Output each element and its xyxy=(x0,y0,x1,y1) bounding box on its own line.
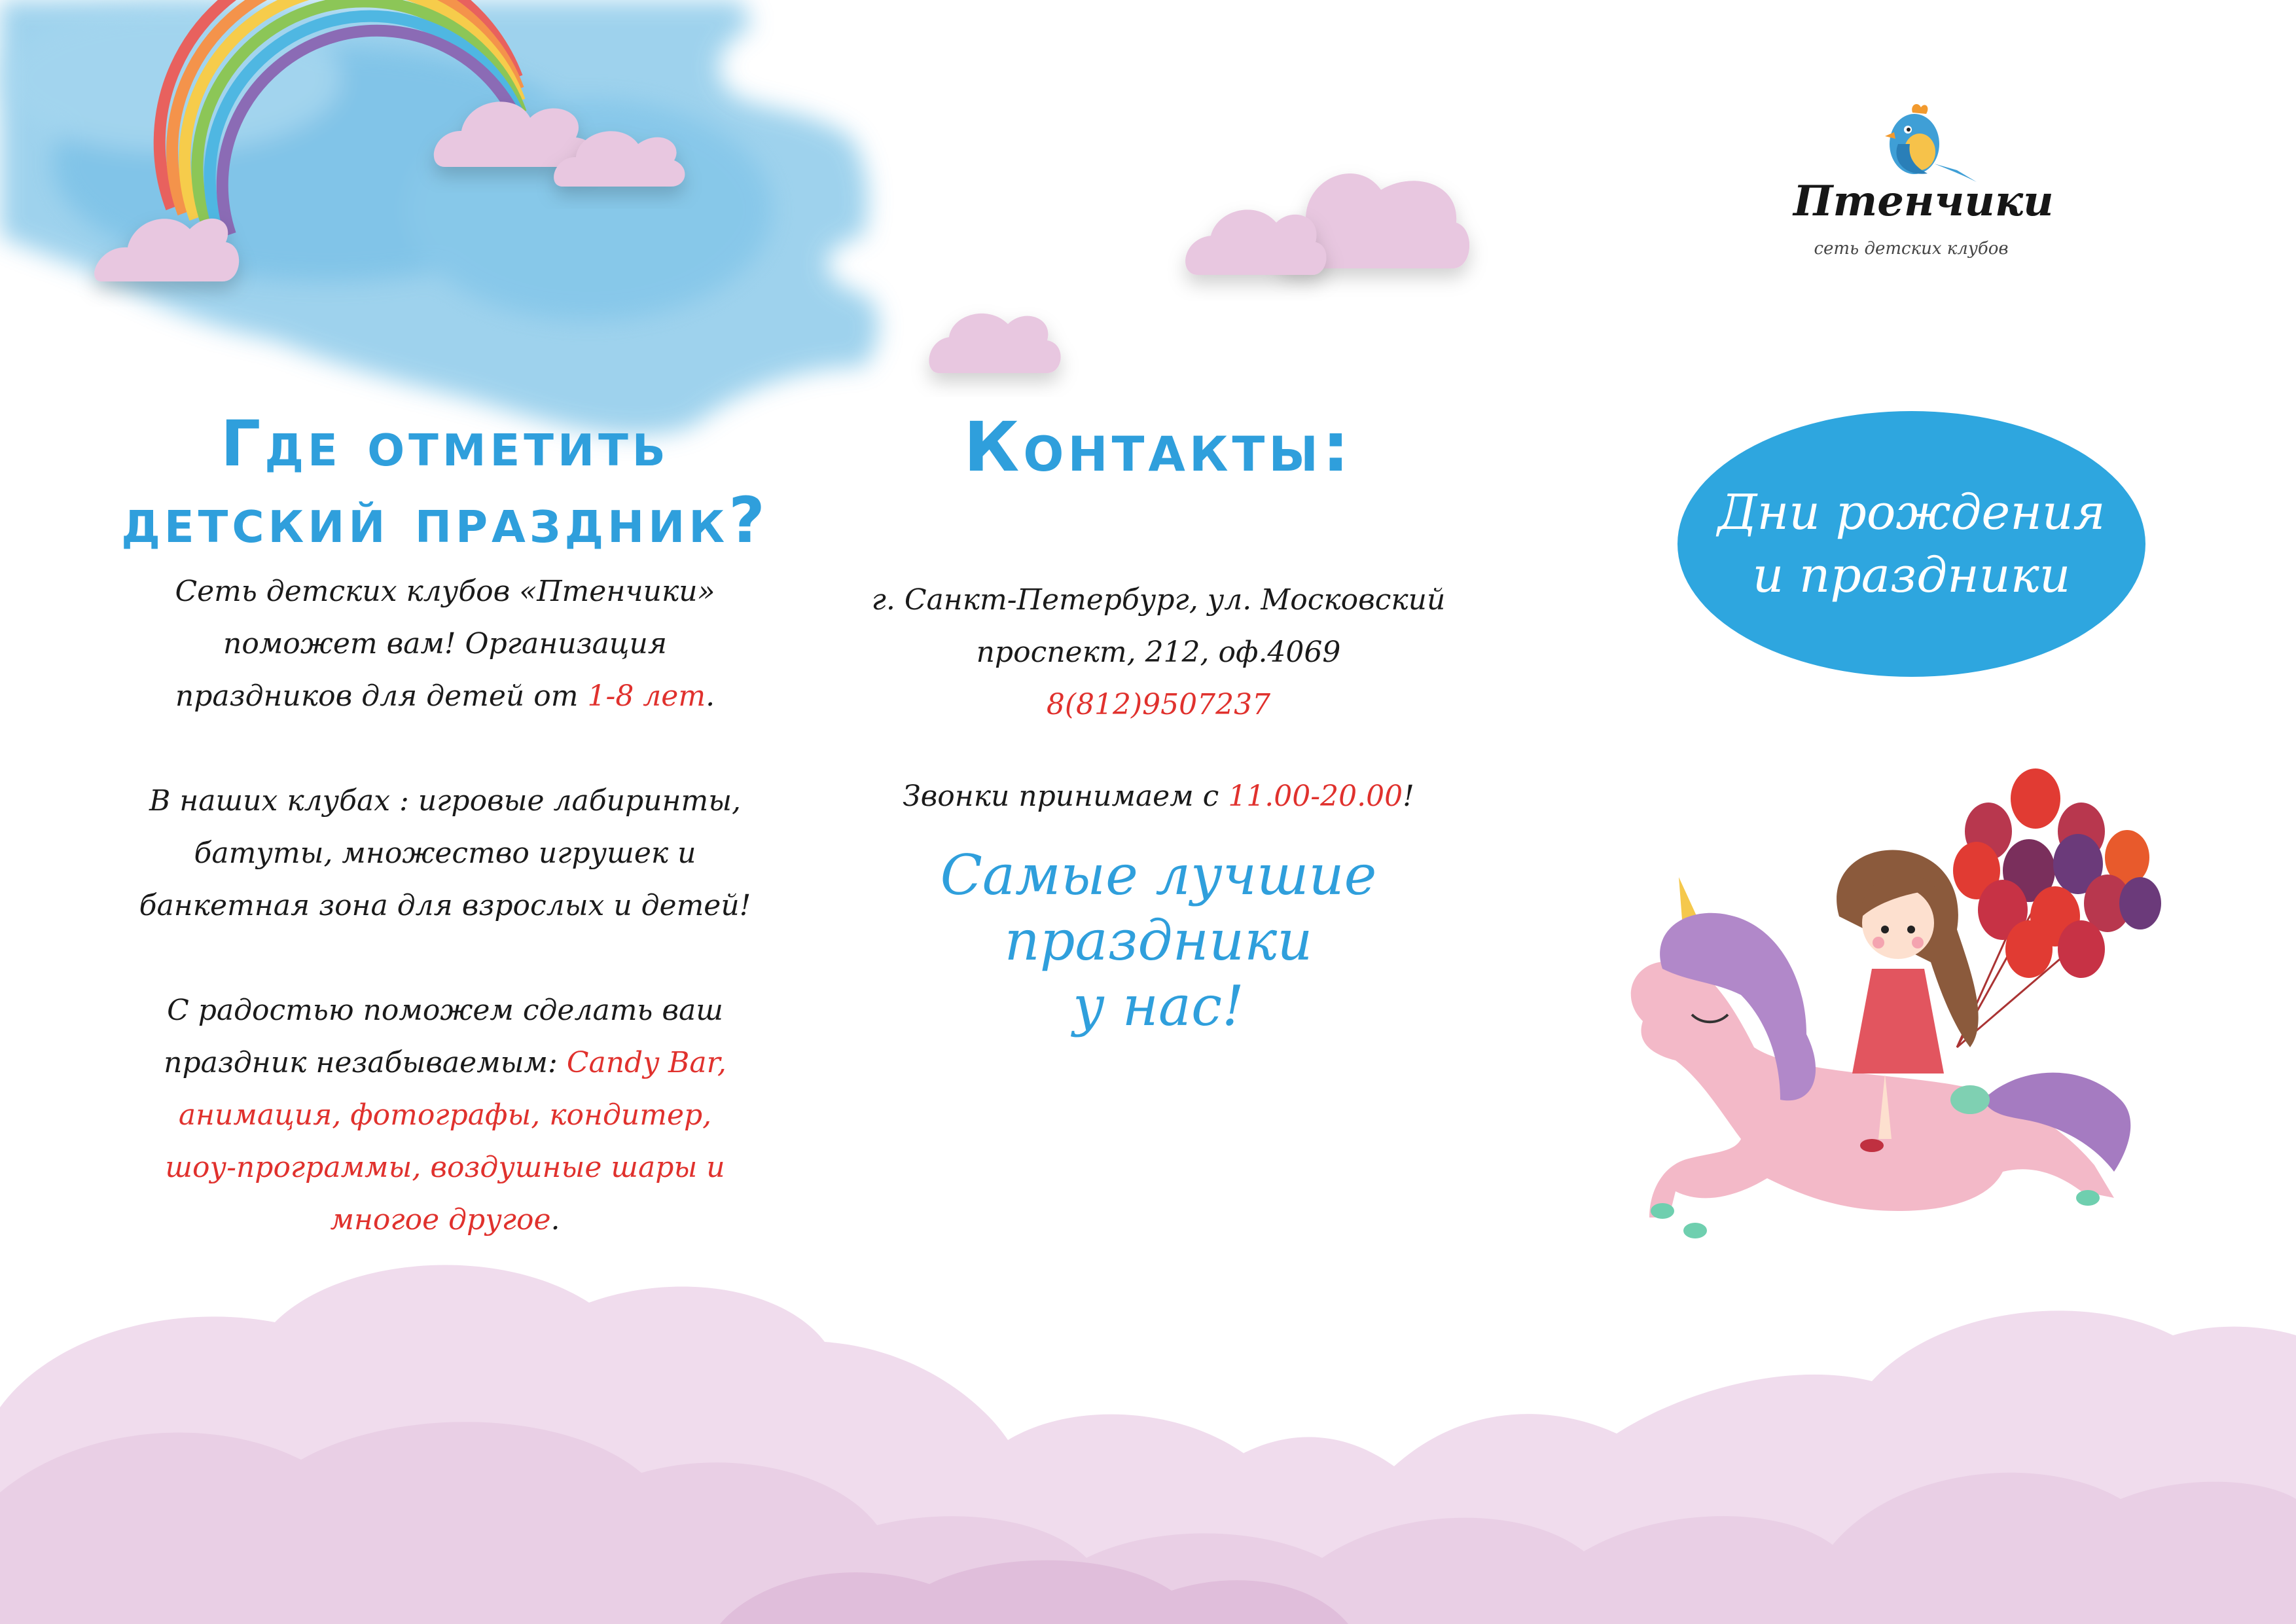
left-p3-line3: анимация, фотографы, кондитер, xyxy=(178,1098,712,1132)
birthday-badge xyxy=(1677,411,2145,677)
call-hours-time: 11.00-20.00 xyxy=(1228,779,1403,813)
age-range: 1-8 лет xyxy=(587,679,706,713)
left-p2-line2: батуты, множество игрушек и xyxy=(194,837,696,871)
left-paragraph-1 xyxy=(92,566,798,723)
left-heading-line1: Где отметить xyxy=(221,407,670,480)
contacts-heading: Контакты: xyxy=(963,407,1354,487)
logo-subtitle: сеть детских клубов xyxy=(1814,239,2009,259)
badge-line2: и праздники xyxy=(1752,547,2071,604)
left-p3-line2 xyxy=(92,1037,798,1089)
call-hours xyxy=(805,770,1512,823)
left-p3-line1: С радостью поможем сделать ваш xyxy=(167,994,723,1028)
address-line2: проспект, 212, оф.4069 xyxy=(976,635,1341,669)
left-heading-line2: детский праздник? xyxy=(121,484,769,558)
left-p1-line3-text: праздников для детей от xyxy=(175,679,588,713)
slogan-line2: у нас! xyxy=(1073,973,1244,1038)
phone-number: 8(812)9507237 xyxy=(1046,687,1271,721)
bottom-clouds xyxy=(0,1265,2296,1624)
logo-title: Птенчики xyxy=(1793,177,2054,226)
brand-logo xyxy=(1793,98,2054,275)
left-p2-line3: банкетная зона для взрослых и детей! xyxy=(139,889,751,923)
services-start: Candy Bar, xyxy=(566,1046,726,1080)
contact-details xyxy=(805,574,1512,731)
badge-line1: Дни рождения xyxy=(1717,484,2106,541)
left-p3-line2-text: праздник незабываемым: xyxy=(164,1046,567,1080)
left-p1-line1: Сеть детских клубов «Птенчики» xyxy=(175,575,715,609)
slogan xyxy=(805,842,1512,1039)
call-hours-end: ! xyxy=(1403,779,1414,813)
left-p1-line2: поможет вам! Организация xyxy=(223,627,667,661)
left-p1-line3 xyxy=(92,670,798,723)
left-paragraph-3 xyxy=(92,984,798,1246)
left-heading xyxy=(92,406,798,559)
left-p2-line1: В наших клубах : игровые лабиринты, xyxy=(149,784,742,818)
cloud-middle-left xyxy=(1185,209,1326,275)
left-column xyxy=(92,406,798,1246)
left-p3-line5-end: . xyxy=(550,1203,560,1237)
left-p3-line4: шоу-программы, воздушные шары и xyxy=(165,1151,725,1185)
left-p1-line3-end: . xyxy=(706,679,715,713)
middle-column xyxy=(805,406,1512,1039)
left-p3-line5 xyxy=(92,1194,798,1246)
left-paragraph-2 xyxy=(92,775,798,932)
slogan-line1: Самые лучшие праздники xyxy=(940,842,1377,973)
address-line1: г. Санкт-Петербург, ул. Московский xyxy=(871,583,1446,617)
cloud-lower-small xyxy=(929,314,1060,373)
call-hours-text: Звонки принимаем с xyxy=(903,779,1229,813)
services-end: многое другое xyxy=(330,1203,551,1237)
bird-icon xyxy=(1793,98,2029,183)
